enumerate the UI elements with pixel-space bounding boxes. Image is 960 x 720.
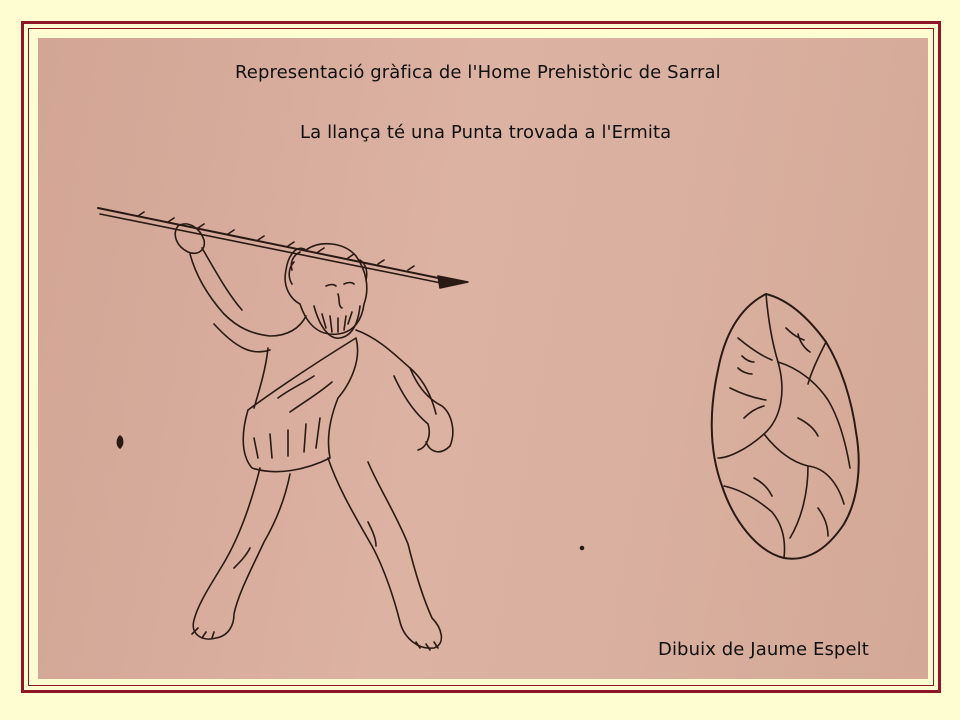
stone-point bbox=[712, 294, 859, 559]
spear bbox=[98, 208, 468, 288]
drawing-photo bbox=[38, 38, 928, 679]
hunter-figure bbox=[175, 224, 453, 650]
line-drawing bbox=[38, 38, 928, 679]
slide-title: Representació gràfica de l'Home Prehistòric de Sarral bbox=[235, 62, 721, 83]
slide-subtitle: La llança té una Punta trovada a l'Ermita bbox=[300, 122, 672, 143]
drawing-credit: Dibuix de Jaume Espelt bbox=[658, 639, 869, 660]
